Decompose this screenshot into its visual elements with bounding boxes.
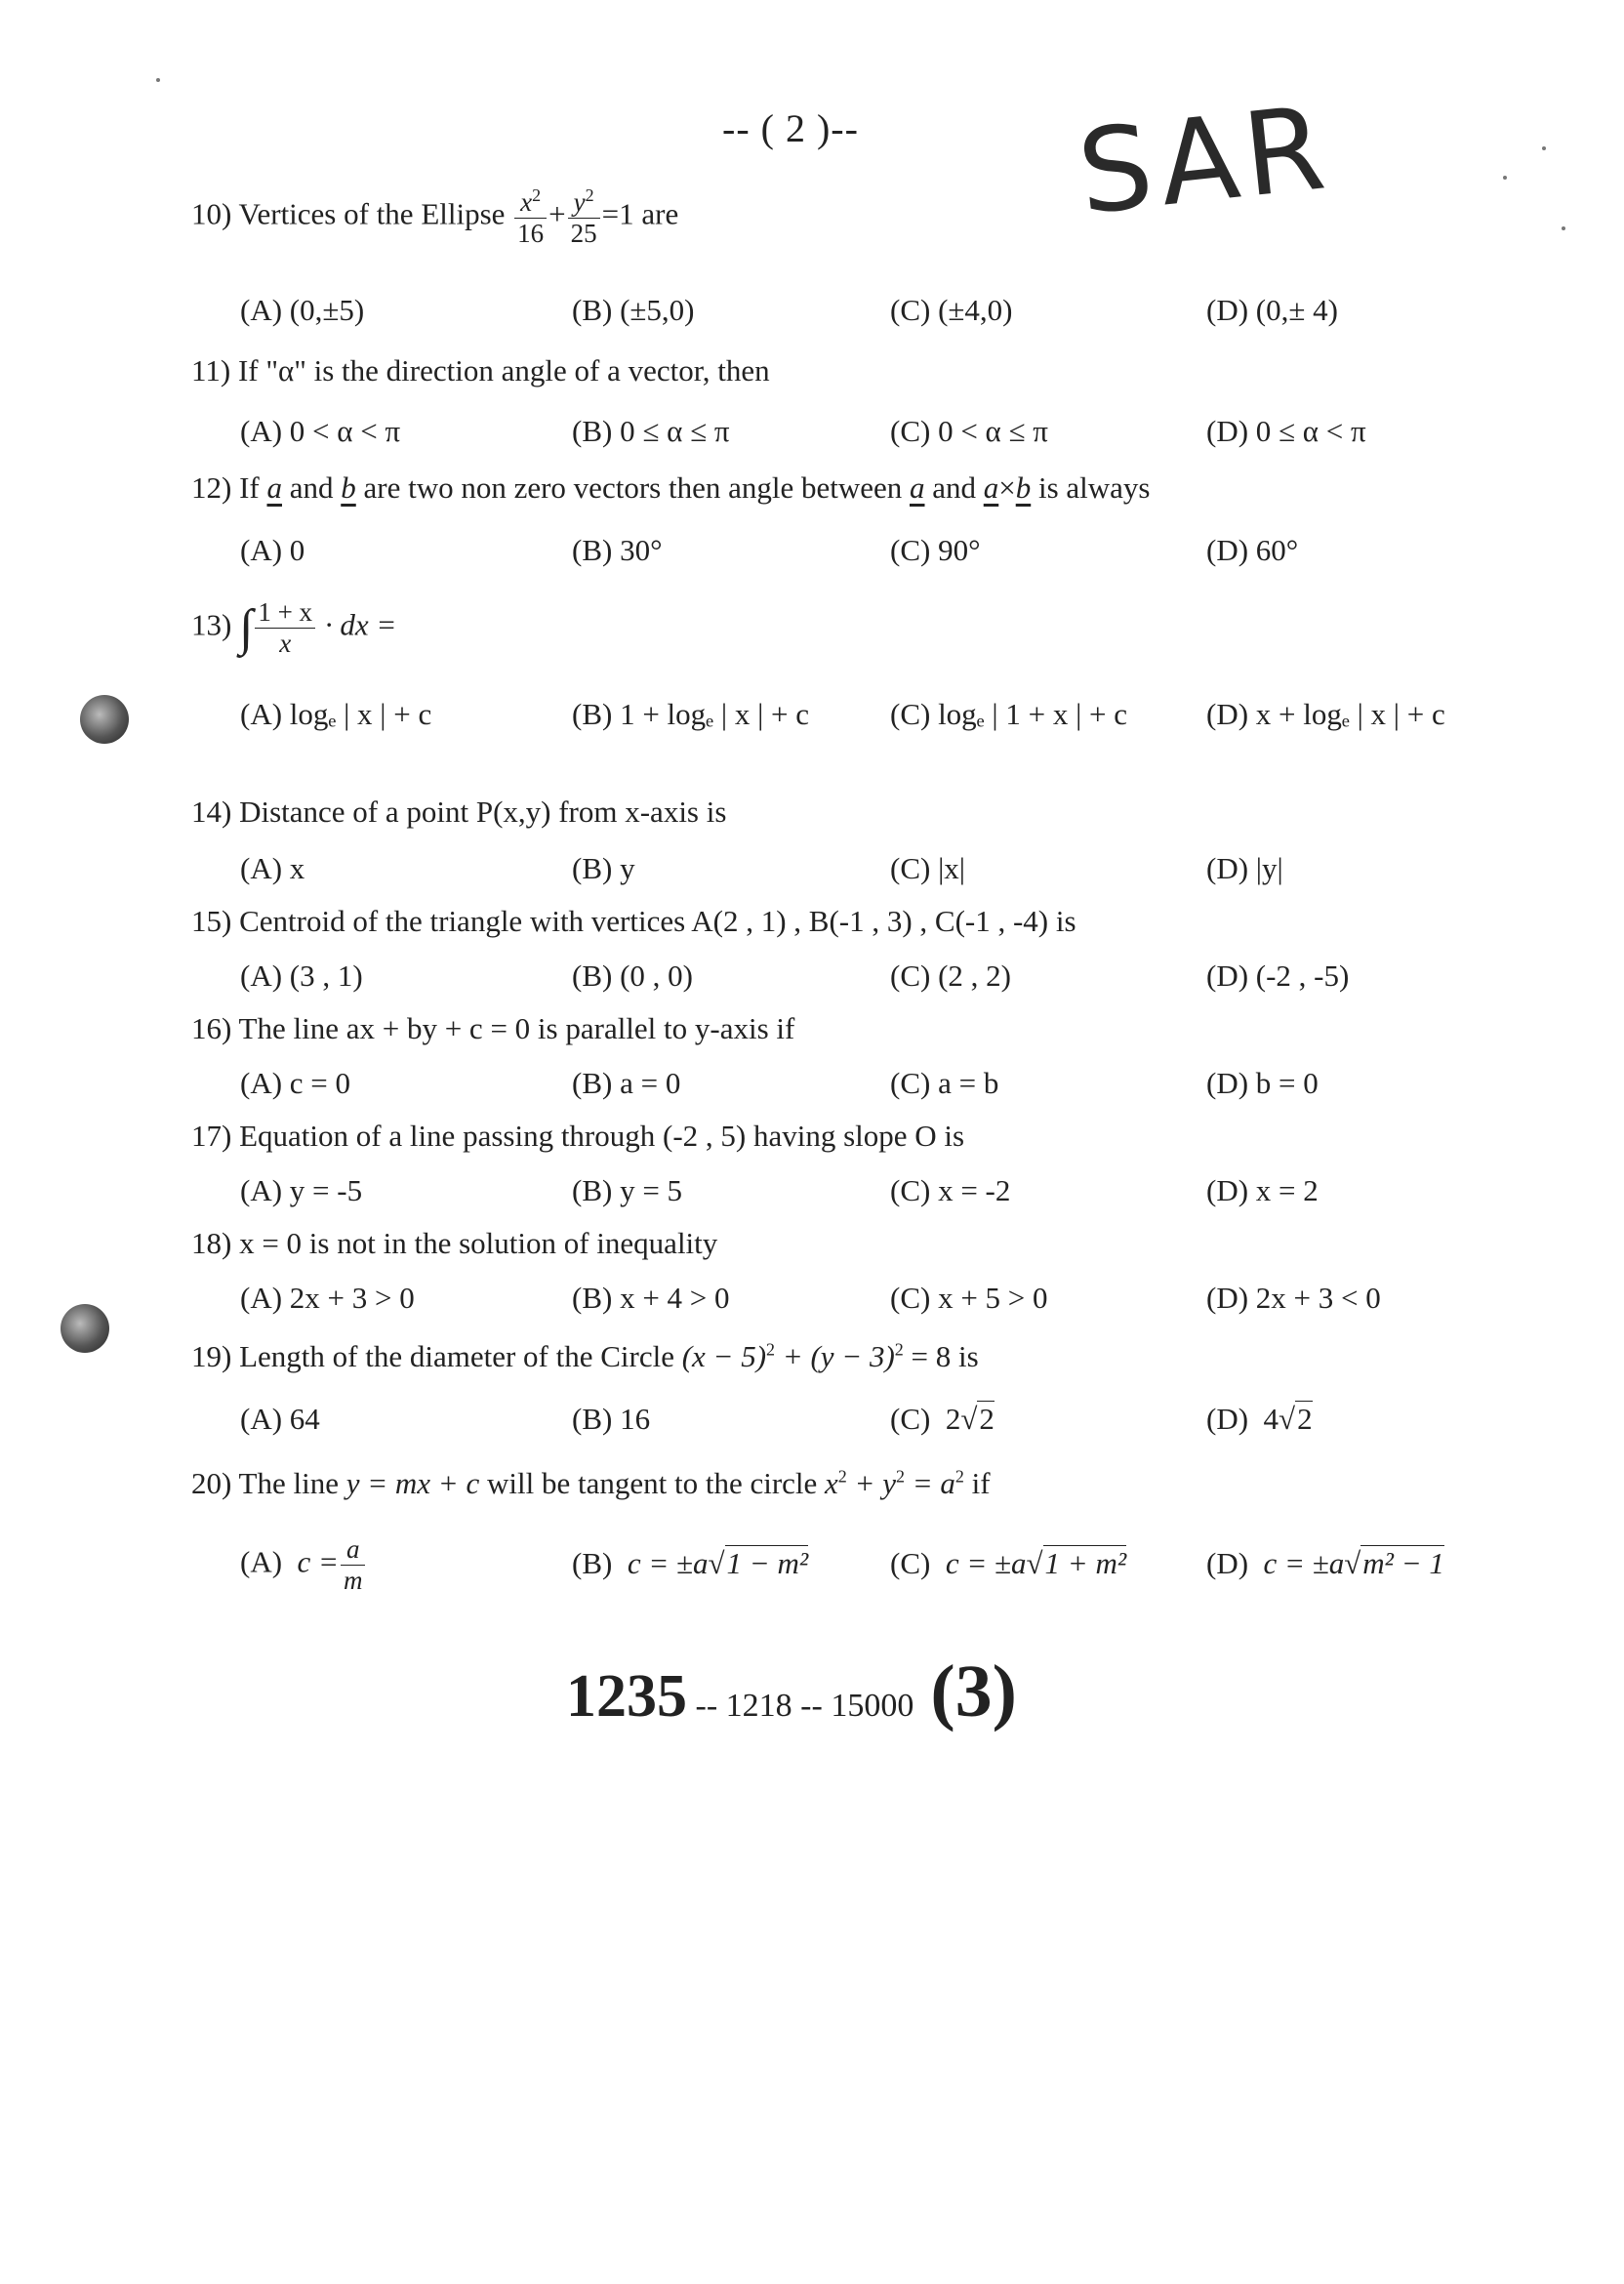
q10-option-c: (C) (±4,0) bbox=[890, 293, 1013, 327]
paper-code-footer: 1235 -- 1218 -- 15000 (3) bbox=[566, 1651, 1017, 1733]
question-19: 19) Length of the diameter of the Circle $(x - 5)^2 + (y - 3)^2 = 8$ is bbox=[191, 1339, 979, 1373]
q14-option-d: (D) |y| bbox=[1206, 851, 1283, 885]
q13-option-c: (C) logₑ | 1 + x | + c bbox=[890, 697, 1128, 731]
q15-option-a: (A) (3 , 1) bbox=[240, 958, 363, 993]
q16-option-a: (A) c = 0 bbox=[240, 1066, 351, 1100]
question-20: 20) The line y = mx + c will be tangent to the circle $x^2 + y^2 = a^2$ if bbox=[191, 1466, 991, 1500]
q10-option-d: (D) (0,± 4) bbox=[1206, 293, 1338, 327]
question-15: 15) Centroid of the triangle with vertices A(2 , 1) , B(-1 , 3) , C(-1 , -4) is bbox=[191, 904, 1076, 938]
q14-option-c: (C) |x| bbox=[890, 851, 965, 885]
page-number: -- ( 2 )-- bbox=[722, 106, 859, 150]
q20-option-c: (C) c = ±a√1 + m² bbox=[890, 1546, 1127, 1580]
q17-option-d: (D) x = 2 bbox=[1206, 1173, 1319, 1207]
handwritten-initials: SAR bbox=[1072, 79, 1337, 241]
q12-option-d: (D) 60° bbox=[1206, 533, 1299, 567]
punch-hole-top bbox=[80, 695, 129, 744]
q19-option-a: (A) 64 bbox=[240, 1402, 320, 1436]
q18-option-a: (A) 2x + 3 > 0 bbox=[240, 1281, 415, 1315]
q19-option-c: (C) 2√2 bbox=[890, 1402, 995, 1436]
q11-option-c: (C) 0 < α ≤ π bbox=[890, 414, 1048, 448]
q13-option-b: (B) 1 + logₑ | x | + c bbox=[572, 697, 810, 731]
q15-option-c: (C) (2 , 2) bbox=[890, 958, 1011, 993]
q20-option-d: (D) c = ±a√m² − 1 bbox=[1206, 1546, 1444, 1580]
q16-option-d: (D) b = 0 bbox=[1206, 1066, 1319, 1100]
q18-option-b: (B) x + 4 > 0 bbox=[572, 1281, 730, 1315]
question-14: 14) Distance of a point P(x,y) from x-axis is bbox=[191, 795, 727, 829]
q15-option-b: (B) (0 , 0) bbox=[572, 958, 693, 993]
q11-option-a: (A) 0 < α < π bbox=[240, 414, 401, 448]
q18-option-c: (C) x + 5 > 0 bbox=[890, 1281, 1048, 1315]
question-17: 17) Equation of a line passing through (-2 , 5) having slope O is bbox=[191, 1119, 965, 1153]
q11-option-d: (D) 0 ≤ α < π bbox=[1206, 414, 1366, 448]
q14-option-b: (B) y bbox=[572, 851, 635, 885]
q17-option-c: (C) x = -2 bbox=[890, 1173, 1011, 1207]
question-10: 10) Vertices of the Ellipse $\frac{x^2}{16}$ + $\frac{y^2}{25}$ =1 are bbox=[191, 185, 679, 249]
q13-option-d: (D) x + logₑ | x | + c bbox=[1206, 697, 1445, 731]
scan-speck bbox=[1562, 226, 1565, 230]
q16-option-b: (B) a = 0 bbox=[572, 1066, 681, 1100]
question-18: 18) x = 0 is not in the solution of inequality bbox=[191, 1226, 718, 1260]
question-12: 12) If a and b are two non zero vectors then angle between a and a×b is always bbox=[191, 470, 1151, 505]
q19-option-d: (D) 4√2 bbox=[1206, 1402, 1313, 1436]
ellipse-term-y: $\frac{y^2}{25}$ bbox=[568, 185, 600, 249]
scan-speck bbox=[156, 78, 160, 82]
q12-option-a: (A) 0 bbox=[240, 533, 305, 567]
q10-option-a: (A) (0,±5) bbox=[240, 293, 365, 327]
q17-option-a: (A) y = -5 bbox=[240, 1173, 363, 1207]
q12-option-b: (B) 30° bbox=[572, 533, 663, 567]
q20-option-b: (B) c = ±a√1 − m² bbox=[572, 1546, 809, 1580]
q14-option-a: (A) x bbox=[240, 851, 305, 885]
ellipse-term-x: $\frac{x^2}{16}$ bbox=[514, 185, 547, 249]
q11-option-b: (B) 0 ≤ α ≤ π bbox=[572, 414, 730, 448]
q13-option-a: (A) logₑ | x | + c bbox=[240, 697, 432, 731]
question-16: 16) The line ax + by + c = 0 is parallel to y-axis if bbox=[191, 1011, 795, 1045]
q20-option-a: (A) c = $\frac{a}{m}$ bbox=[240, 1534, 367, 1596]
scan-speck bbox=[1542, 146, 1546, 150]
question-11: 11) If "α" is the direction angle of a vector, then bbox=[191, 353, 770, 387]
q12-option-c: (C) 90° bbox=[890, 533, 981, 567]
q10-option-b: (B) (±5,0) bbox=[572, 293, 695, 327]
q19-option-b: (B) 16 bbox=[572, 1402, 651, 1436]
q16-option-c: (C) a = b bbox=[890, 1066, 999, 1100]
q18-option-d: (D) 2x + 3 < 0 bbox=[1206, 1281, 1381, 1315]
q17-option-b: (B) y = 5 bbox=[572, 1173, 683, 1207]
punch-hole-bottom bbox=[61, 1304, 109, 1353]
question-13: 13) ∫ $\frac{1 + x}{x}$ · dx = bbox=[191, 597, 397, 659]
q15-option-d: (D) (-2 , -5) bbox=[1206, 958, 1350, 993]
scan-speck bbox=[1503, 176, 1507, 180]
